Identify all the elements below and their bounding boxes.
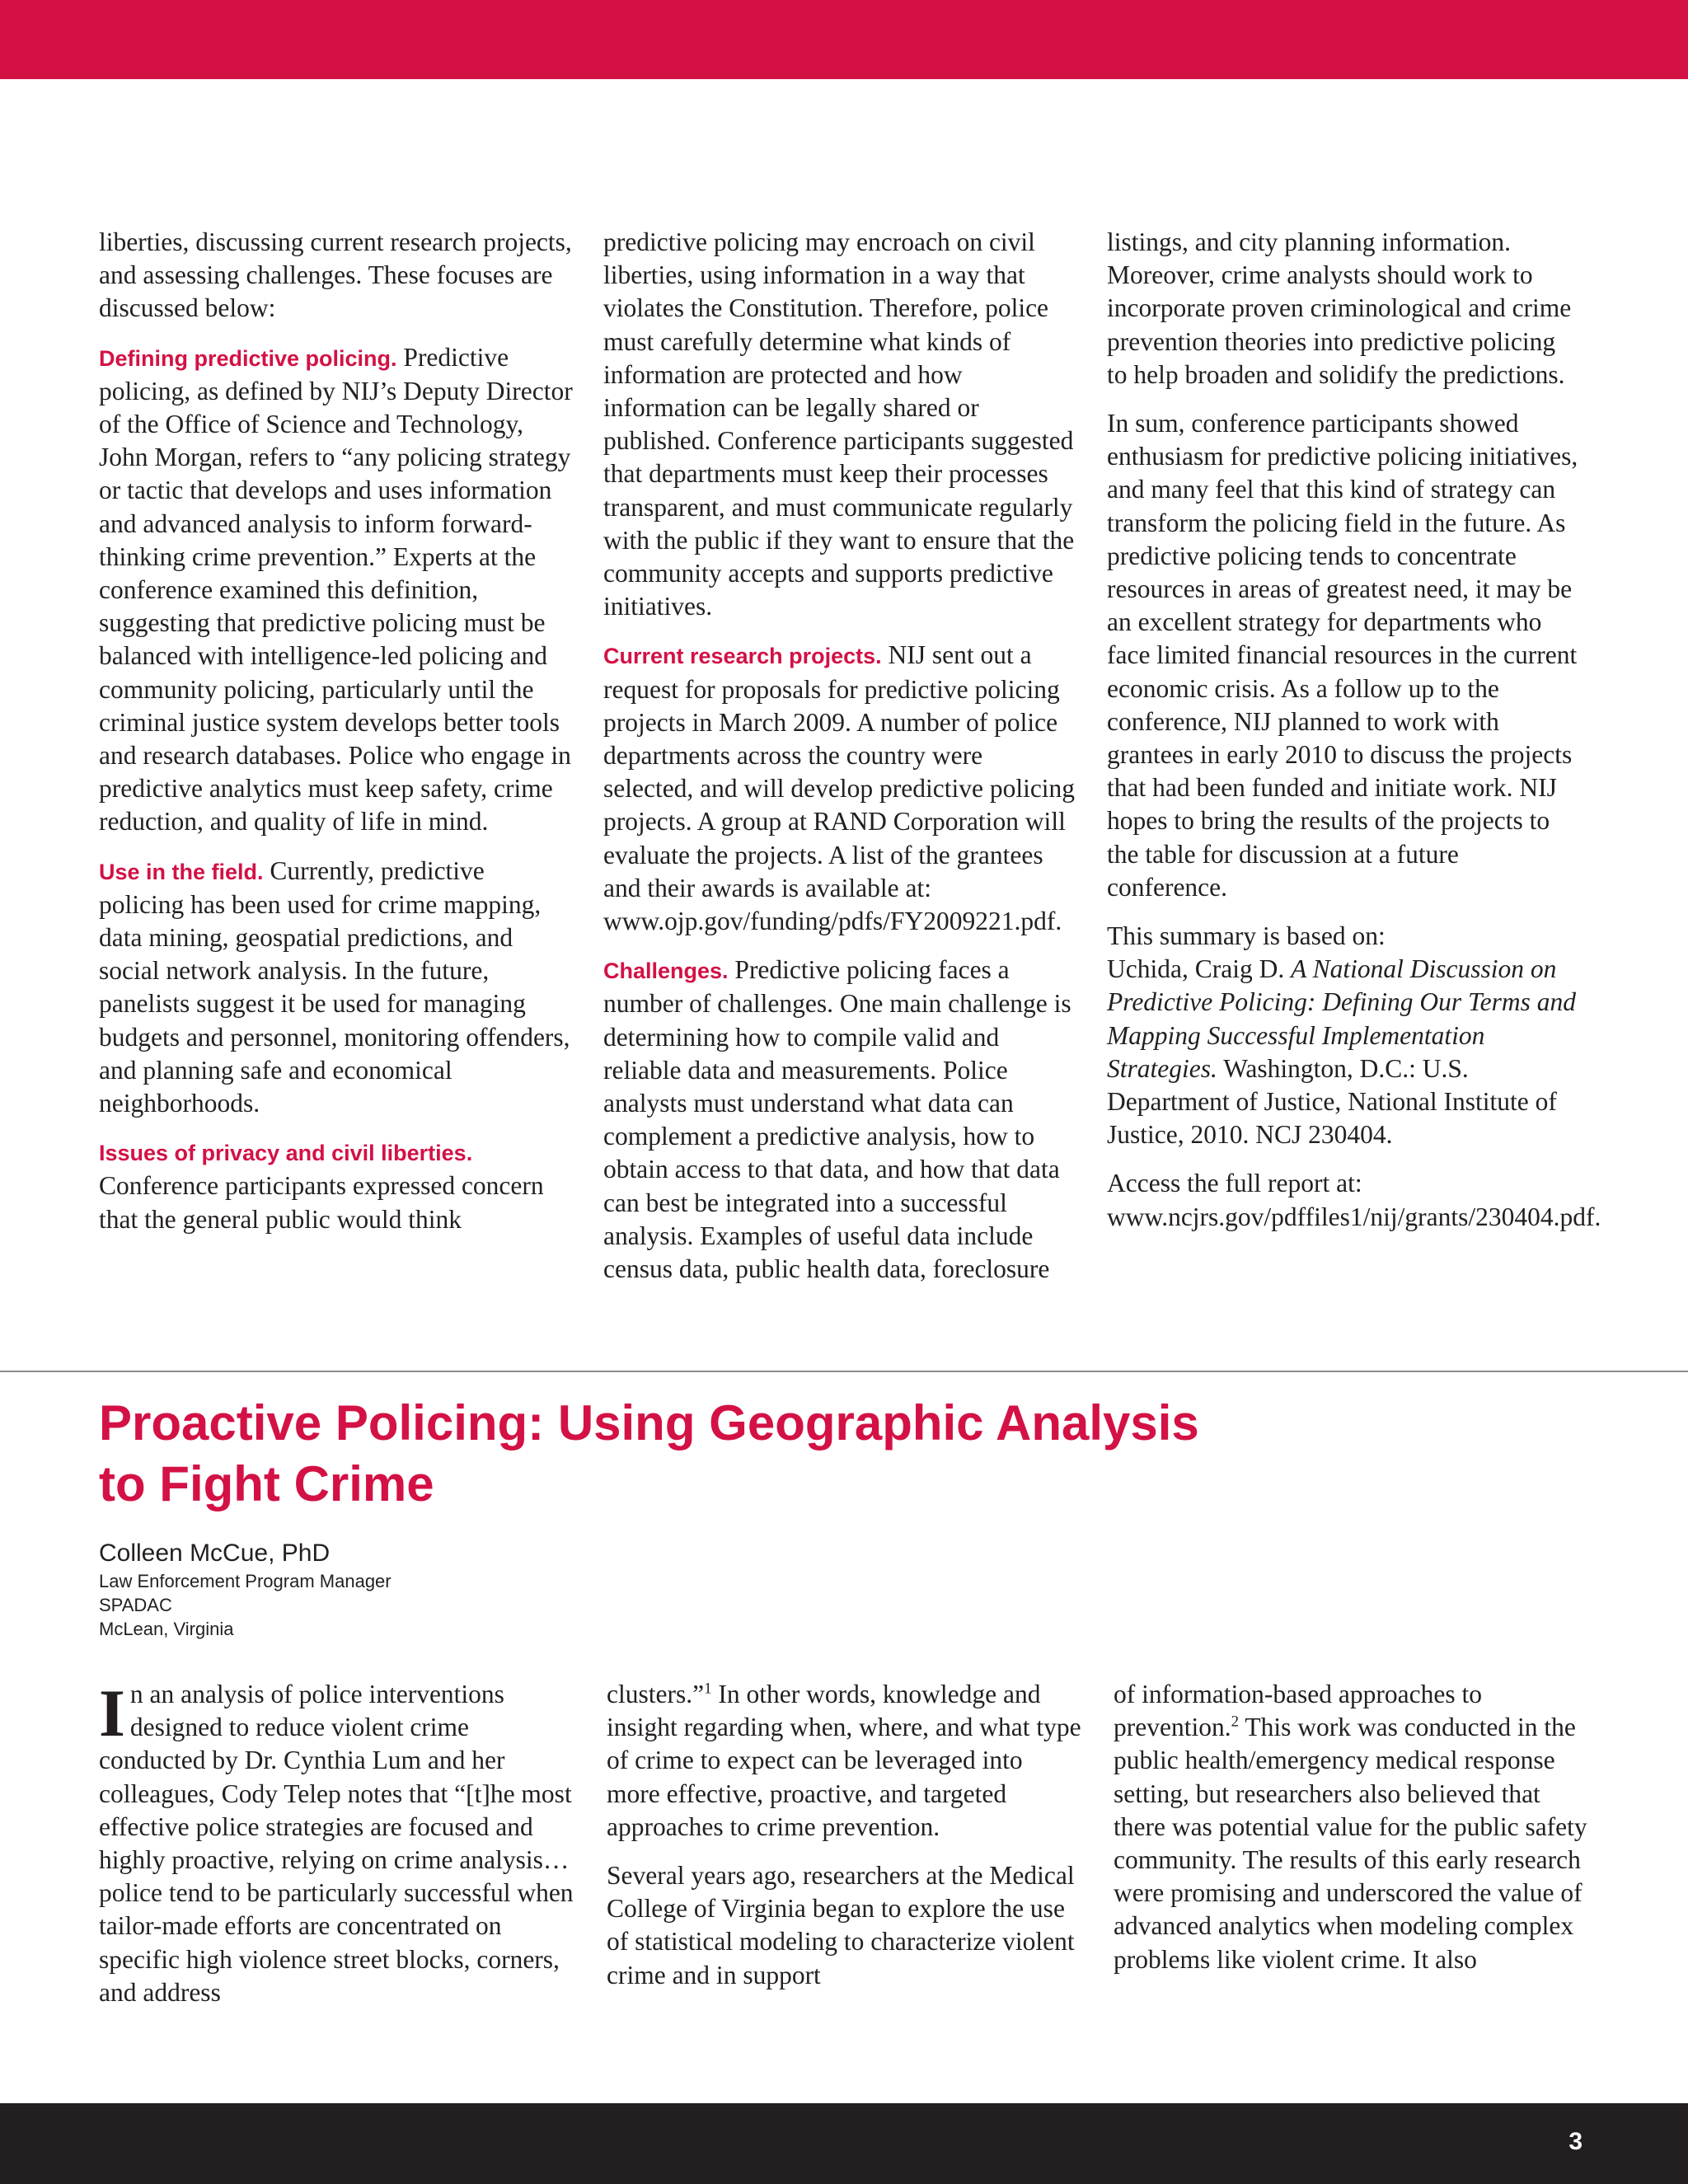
prevention-text-start: of information-based approaches to prevention. [1114, 1680, 1482, 1742]
citation-paragraph [1107, 920, 1582, 1151]
citation-author: Uchida, Craig D. [1107, 954, 1285, 984]
prevention-paragraph [1114, 1678, 1588, 1976]
clusters-text-start: clusters.” [607, 1680, 705, 1708]
intro-paragraph [99, 226, 574, 326]
privacy-text: Conference participants expressed concern that the general public would think [99, 1171, 544, 1234]
upper-column-3 [1107, 226, 1601, 1249]
summary-intro: This summary is based on: [1107, 921, 1386, 951]
challenges-continued-paragraph [1107, 226, 1582, 391]
research-text: NIJ sent out a request for proposals for predictive policing projects in March 2009. A number of police departments across the country were selected, and will develop predictive policing projects. A group at RAND Corporation will evaluate the projects. A list of the grantees and their awards is available at: www.ojp.gov/funding/pdfs/FY2009221.pdf. [603, 640, 1076, 936]
access-text: Access the full report at: www.ncjrs.gov/pdffiles1/nij/grants/230404.pdf. [1107, 1169, 1601, 1231]
upper-column-2 [603, 226, 1078, 1301]
clusters-paragraph [607, 1678, 1081, 1844]
opening-text: n an analysis of police interventions designed to reduce violent crime conducted by Dr. Cynthia Lum and her colleagues, Cody Telep notes that “[t]he most effective police strategies are focused and highly proactive, relying on crime analysis…police tend to be particularly successful when tailor-made efforts are concentrated on specific high violence street blocks, corners, and address [99, 1680, 574, 2007]
field-lead-in: Use in the field. [99, 859, 264, 884]
author-name: Colleen McCue, PhD [99, 1540, 331, 1567]
lower-column-3 [1114, 1678, 1588, 1992]
opening-paragraph [99, 1675, 574, 2009]
page-number: 3 [1568, 2128, 1582, 2155]
lower-column-2 [607, 1678, 1081, 2008]
footnote-ref-2: 2 [1231, 1713, 1240, 1731]
lower-column-1 [99, 1675, 574, 2025]
challenges-text: Predictive policing faces a number of challenges. One main challenge is determining how to compile valid and reliable data and measurements. Police analysts must understand what data can complement a predictive analysis, how to obtain access to that data, and how that data can best be integrated into a successful analysis. Examples of useful data include census data, public health data, foreclosure [603, 955, 1071, 1284]
upper-column-1 [99, 226, 574, 1252]
researchers-paragraph [607, 1859, 1081, 1992]
author-organization: SPADAC [99, 1595, 172, 1615]
challenges-paragraph [603, 954, 1078, 1286]
defining-text: Predictive policing, as defined by NIJ’s Deputy Director of the Office of Science and Technology, John Morgan, refers to “any policing strategy or tactic that develops and uses information and advanced analysis to inform forward-thinking crime prevention.” Experts at the conference examined this definition, suggesting that predictive policing must be balanced with intelligence-led policing and community policing, particularly until the criminal justice system develops better tools and research databases. Police who engage in predictive analytics must keep safety, crime reduction, and quality of life in mind. [99, 342, 573, 837]
clusters-text-rest: In other words, knowledge and insight regarding when, where, and what type of crime to expect can be leveraged into more effective, proactive, and targeted approaches to crime prevention. [607, 1680, 1081, 1841]
section-divider [0, 1371, 1688, 1372]
drop-cap: I [99, 1675, 125, 1750]
citation-publisher: Washington, D.C.: U.S. Department of Justice, National Institute of Justice, 2010. NCJ 230404. [1107, 1053, 1557, 1150]
challenges-continued-text: listings, and city planning information. Moreover, crime analysts should work to incorporate proven criminological and crime prevention theories into predictive policing to help broaden and solidify the predictions. [1107, 227, 1572, 389]
research-lead-in: Current research projects. [603, 644, 882, 669]
footnote-ref-1: 1 [704, 1680, 712, 1698]
privacy-paragraph [99, 1136, 574, 1236]
privacy-continued-text: predictive policing may encroach on civil liberties, using information in a way that violates the Constitution. Therefore, police must carefully determine what kinds of information are protected and how information can be legally shared or published. Conference participants suggested that departments must keep their processes transparent, and must communicate regularly with the public if they want to ensure that the community accepts and supports predictive initiatives. [603, 227, 1075, 621]
author-role: Law Enforcement Program Manager [99, 1571, 392, 1591]
author-location: McLean, Virginia [99, 1619, 234, 1639]
sum-paragraph [1107, 407, 1582, 904]
citation-title: A National Discussion on Predictive Policing: Defining Our Terms and Mapping Successful Implementation Strategies. [1107, 954, 1576, 1083]
access-paragraph [1107, 1167, 1601, 1233]
privacy-lead-in: Issues of privacy and civil liberties. [99, 1141, 473, 1166]
researchers-text: Several years ago, researchers at the Medical College of Virginia began to explore the use of statistical modeling to characterize violent crime and in support [607, 1861, 1075, 1990]
prevention-text-rest: This work was conducted in the public health/emergency medical response setting, but researchers also believed that there was potential value for the public safety community. The results of this early research were promising and underscored the value of advanced analytics when modeling complex problems like violent crime. It also [1114, 1713, 1587, 1974]
article-title: Proactive Policing: Using Geographic Analysis to Fight Crime [99, 1395, 1199, 1511]
top-color-band [0, 0, 1688, 79]
field-paragraph [99, 855, 574, 1121]
author-block [99, 1538, 392, 1641]
intro-text: liberties, discussing current research projects, and assessing challenges. These focuses are discussed below: [99, 227, 572, 323]
field-text: Currently, predictive policing has been used for crime mapping, data mining, geospatial predictions, and social network analysis. In the future, panelists suggest it be used for managing budgets and personnel, monitoring offenders, and planning safe and economical neighborhoods. [99, 855, 570, 1118]
privacy-continued-paragraph [603, 226, 1078, 623]
challenges-lead-in: Challenges. [603, 958, 729, 984]
defining-lead-in: Defining predictive policing. [99, 345, 397, 371]
footer-band [0, 2103, 1688, 2184]
research-paragraph [603, 639, 1078, 938]
defining-paragraph [99, 341, 574, 839]
sum-text: In sum, conference participants showed enthusiasm for predictive policing initiatives, and many feel that this kind of strategy can transform the policing field in the future. As predictive policing tends to concentrate resources in areas of greatest need, it may be an excellent strategy for departments who face limited financial resources in the current economic crisis. As a follow up to the conference, NIJ planned to work with grantees in early 2010 to discuss the projects that had been funded and initiate work. NIJ hopes to bring the results of the projects to the table for discussion at a future conference. [1107, 409, 1578, 902]
